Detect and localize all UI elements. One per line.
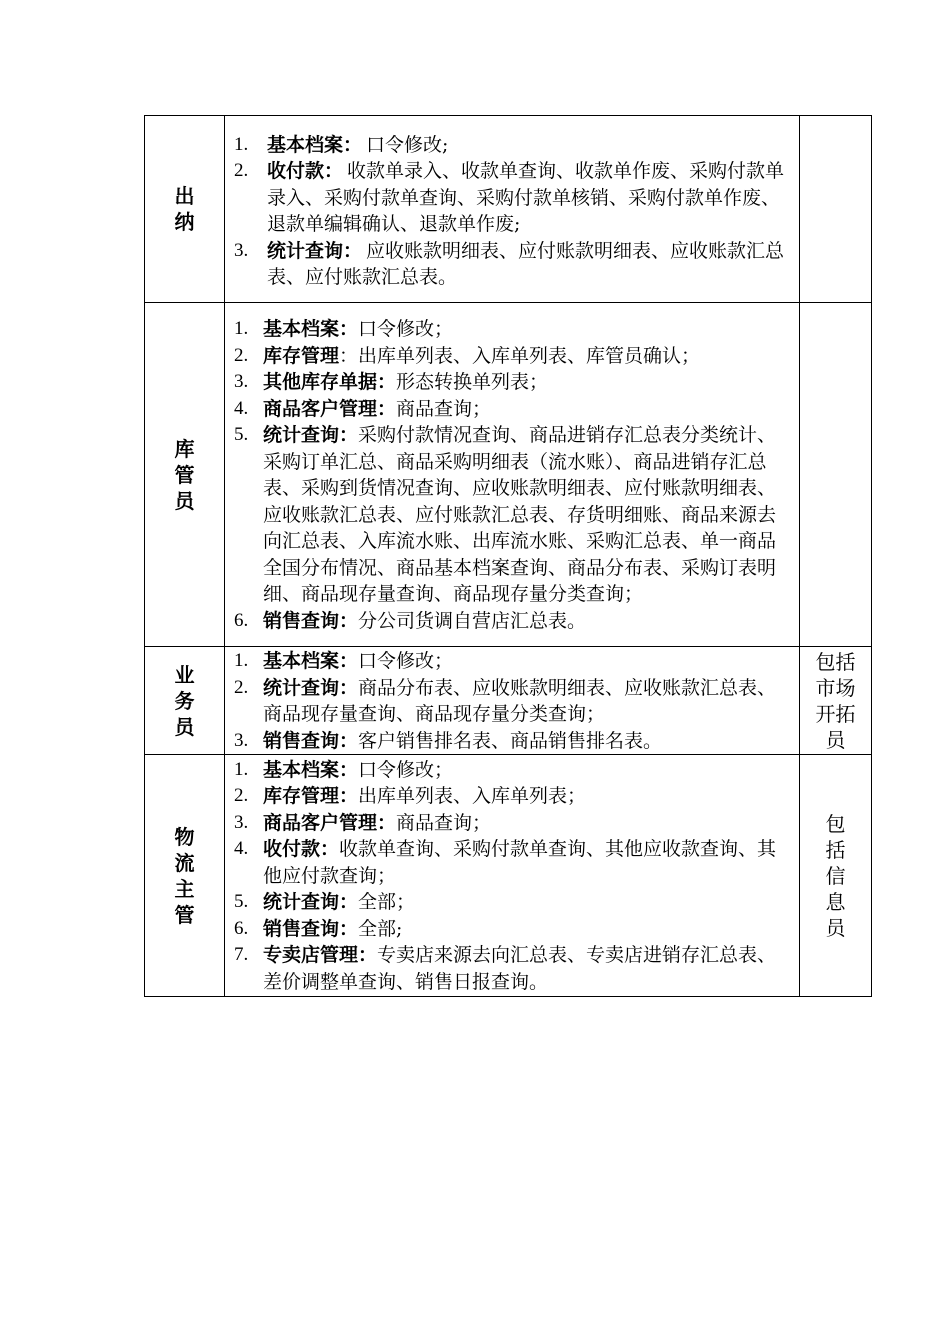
list-item: 6. 销售查询：全部; (234, 917, 403, 940)
note-cell: 包括信息员 (800, 755, 872, 997)
duty-list (225, 648, 799, 754)
list-item: 4. 商品客户管理：商品查询； (234, 397, 492, 420)
list-item: 1. 基本档案：口令修改； (234, 318, 454, 340)
list-item: 2. 收付款： 收款单录入、收款单查询、收款单作废、采购付款单录入、采购付款单查询、采购付款单核销、采购付款单作废、退款单编辑确认、退款单作废; (234, 160, 785, 235)
role-cell: 出纳 (145, 116, 225, 303)
duties-cell (225, 647, 800, 755)
note-cell (800, 116, 872, 303)
list-item: 3. 销售查询：客户销售排名表、商品销售排名表。 (234, 729, 663, 752)
role-cell: 库管员 (145, 303, 225, 647)
list-item: 2. 统计查询：商品分布表、应收账款明细表、应收账款汇总表、商品现存量查询、商品现存量分类查询； (234, 676, 777, 725)
role-cell: 物流主管 (145, 755, 225, 997)
permissions-table (144, 115, 872, 997)
list-item: 5. 统计查询：采购付款情况查询、商品进销存汇总表分类统计、采购订单汇总、商品采购明细表（流水账）、商品进销存汇总表、采购到货情况查询、应收账款明细表、应付账款明细表、应收账款汇总表、应付账款汇总表、存货明细账、商品来源去向汇总表、入库流水账、出库流水账、采购汇总表、单一商品全国分布情况、商品基本档案查询、商品分布表、采购订表明细、商品现存量查询、商品现存量分类查询； (234, 424, 777, 605)
list-item: 1. 基本档案：口令修改； (234, 650, 454, 672)
table-row (145, 755, 872, 997)
list-item: 3. 统计查询： 应收账款明细表、应付账款明细表、应收账款汇总表、应付账款汇总表。 (234, 239, 785, 288)
list-item: 3. 商品客户管理：商品查询； (234, 811, 492, 834)
list-item: 5. 统计查询：全部； (234, 891, 416, 914)
duties-cell (225, 755, 800, 997)
duty-list (225, 132, 799, 291)
table-row (145, 303, 872, 647)
list-item: 6. 销售查询：分公司货调自营店汇总表。 (234, 609, 587, 632)
duty-list (225, 757, 799, 996)
role-cell: 业务员 (145, 647, 225, 755)
note-cell (800, 303, 872, 647)
list-item: 2. 库存管理：出库单列表、入库单列表、库管员确认； (234, 344, 701, 367)
list-item: 2. 库存管理：出库单列表、入库单列表； (234, 785, 587, 808)
list-item: 1. 基本档案： 口令修改; (234, 133, 449, 156)
list-item: 7. 专卖店管理：专卖店来源去向汇总表、专卖店进销存汇总表、差价调整单查询、销售日报查询。 (234, 944, 777, 993)
list-item: 3. 其他库存单据：形态转换单列表； (234, 371, 549, 393)
duty-list (225, 316, 799, 634)
table-row (145, 647, 872, 755)
table-row (145, 116, 872, 303)
note-cell: 包括市场开拓员 (800, 647, 872, 755)
list-item: 1. 基本档案：口令修改； (234, 758, 454, 781)
list-item: 4. 收付款：收款单查询、采购付款单查询、其他应收款查询、其他应付款查询； (234, 838, 777, 887)
duties-cell (225, 303, 800, 647)
duties-cell (225, 116, 800, 303)
